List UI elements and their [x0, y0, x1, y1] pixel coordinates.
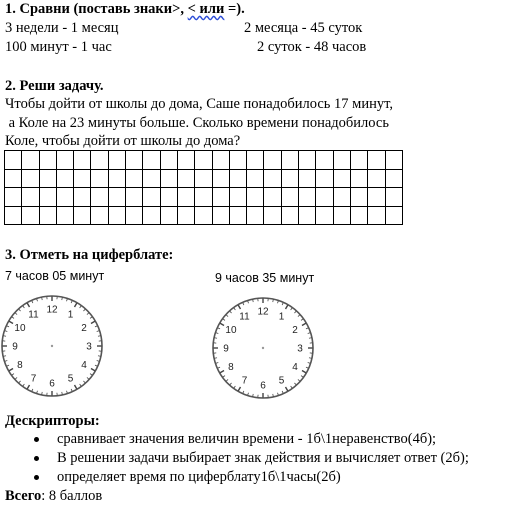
task1-heading-text: 1. Сравни (поставь знаки>, — [5, 1, 188, 17]
grid-cell[interactable] — [212, 151, 229, 170]
dial-tick — [273, 394, 274, 396]
dial-tick — [278, 393, 279, 395]
grid-cell[interactable] — [229, 188, 246, 207]
dial-tick — [216, 333, 218, 334]
grid-cell[interactable] — [143, 188, 160, 207]
grid-cell[interactable] — [39, 151, 56, 170]
dial-tick — [218, 328, 220, 329]
dial-tick — [308, 333, 310, 334]
dial-number: 5 — [67, 373, 74, 385]
grid-cell[interactable] — [212, 206, 229, 225]
dial-tick — [291, 386, 292, 388]
dial-tick — [90, 317, 92, 318]
grid-cell[interactable] — [316, 188, 333, 207]
dial-tick — [32, 301, 33, 303]
dial-tick — [302, 371, 306, 373]
dial-tick — [32, 389, 33, 391]
dial-number: 1 — [278, 311, 285, 323]
grid-cell[interactable] — [299, 206, 316, 225]
dial-number: 2 — [81, 323, 87, 334]
dial-tick — [220, 371, 224, 373]
grid-cell[interactable] — [368, 206, 385, 225]
dial-tick — [223, 319, 225, 320]
dial-tick — [298, 379, 300, 381]
dial-tick — [226, 315, 228, 317]
dial-tick — [42, 392, 43, 394]
dial-tick — [306, 367, 308, 368]
dial-tick — [75, 385, 77, 389]
dial-tick — [67, 299, 68, 301]
grid-cell[interactable] — [333, 206, 350, 225]
grid-cell[interactable] — [333, 151, 350, 170]
grid-row — [5, 188, 403, 207]
dial-number: 6 — [260, 380, 266, 392]
grid-cell[interactable] — [195, 169, 212, 188]
bullet-icon — [34, 475, 39, 480]
dial-tick — [238, 305, 240, 309]
dial-tick — [71, 301, 72, 303]
dial-tick — [234, 386, 235, 388]
grid-cell[interactable] — [385, 206, 402, 225]
grid-cell[interactable] — [56, 169, 73, 188]
dial-number: 7 — [30, 373, 37, 385]
dial-tick — [71, 389, 72, 391]
dial-tick — [97, 361, 99, 362]
dial-number: 3 — [297, 343, 303, 355]
dial-number: 12 — [46, 304, 58, 316]
grid-cell[interactable] — [160, 169, 177, 188]
dial-tick — [80, 384, 81, 386]
dial-tick — [12, 317, 14, 318]
grid-cell[interactable] — [350, 151, 367, 170]
grid-cell[interactable] — [368, 169, 385, 188]
dial-tick — [5, 361, 7, 362]
dial-tick — [90, 374, 92, 375]
grid-cell[interactable] — [368, 188, 385, 207]
grid-cell[interactable] — [56, 188, 73, 207]
grid-cell[interactable] — [74, 188, 91, 207]
dial-tick — [309, 338, 311, 339]
task2-line2: а Коле на 23 минуты больше. Сколько времени понадобилось — [5, 115, 389, 131]
grid-cell[interactable] — [368, 151, 385, 170]
dial-tick — [282, 391, 283, 393]
grid-cell[interactable] — [247, 169, 264, 188]
dial-tick — [273, 300, 274, 302]
grid-cell[interactable] — [177, 206, 194, 225]
dial-tick — [19, 381, 21, 383]
task2-heading: 2. Реши задачу. — [5, 78, 104, 94]
grid-cell[interactable] — [160, 188, 177, 207]
dial-tick — [9, 369, 13, 371]
total-line — [5, 488, 102, 505]
grid-cell[interactable] — [108, 206, 125, 225]
dial-number: 9 — [12, 341, 18, 353]
dial-tick — [286, 387, 288, 391]
dial-center-dot — [262, 347, 264, 349]
dial-tick — [309, 358, 311, 359]
dial-number: 4 — [81, 360, 87, 371]
dial-tick — [294, 311, 296, 313]
task1-heading-tail: =). — [224, 1, 245, 17]
dial-tick — [95, 365, 97, 366]
dial-tick — [306, 328, 308, 329]
dial-tick — [234, 308, 235, 310]
task1-row1-right: 2 месяца - 45 суток — [244, 20, 363, 36]
grid-cell[interactable] — [74, 169, 91, 188]
dial-tick — [23, 384, 24, 386]
dial-number: 3 — [86, 341, 92, 353]
dial-tick — [294, 383, 296, 385]
grid-cell[interactable] — [74, 206, 91, 225]
grid-cell[interactable] — [22, 206, 39, 225]
dial-number: 12 — [257, 306, 269, 318]
grid-cell[interactable] — [229, 151, 246, 170]
dial-tick — [67, 391, 68, 393]
grid-cell[interactable] — [281, 151, 298, 170]
task1-row2-left: 100 минут - 1 час — [5, 39, 112, 55]
descriptor-item-2: В решении задачи выбирает знак действия и вычисляет ответ (2б); — [57, 450, 469, 466]
dial-tick — [286, 305, 288, 309]
clock1-label: 7 часов 05 минут — [5, 269, 105, 283]
dial-tick — [97, 331, 99, 332]
descriptor-item-3: определяет время по циферблату1б\1часы(2б) — [57, 469, 341, 485]
grid-cell[interactable] — [195, 206, 212, 225]
dial-tick — [87, 377, 89, 379]
grid-cell[interactable] — [385, 169, 402, 188]
dial-tick — [253, 394, 254, 396]
dial-tick — [5, 331, 7, 332]
grid-cell[interactable] — [247, 188, 264, 207]
task1-row1-left: 3 недели - 1 месяц — [5, 20, 119, 36]
dial-tick — [15, 377, 17, 379]
dial-tick — [9, 321, 13, 323]
dial-tick — [218, 367, 220, 368]
total-label: Всего — [5, 488, 42, 504]
dial-tick — [27, 385, 29, 389]
grid-cell[interactable] — [56, 206, 73, 225]
answer-grid[interactable] — [4, 150, 403, 225]
clock2-label: 9 часов 35 минут — [215, 271, 315, 285]
grid-cell[interactable] — [5, 188, 22, 207]
dial-tick — [19, 309, 21, 311]
grid-cell[interactable] — [160, 206, 177, 225]
grid-cell[interactable] — [281, 169, 298, 188]
grid-cell[interactable] — [385, 188, 402, 207]
dial-tick — [298, 315, 300, 317]
dial-tick — [220, 323, 224, 325]
dial-number: 8 — [17, 360, 23, 371]
grid-cell[interactable] — [126, 188, 143, 207]
dial-tick — [12, 374, 14, 375]
dial-tick — [216, 363, 218, 364]
dial-tick — [253, 300, 254, 302]
grid-cell[interactable] — [264, 188, 281, 207]
dial-tick — [243, 391, 244, 393]
grid-cell[interactable] — [126, 206, 143, 225]
grid-cell[interactable] — [281, 188, 298, 207]
dial-tick — [75, 303, 77, 307]
grid-cell[interactable] — [333, 188, 350, 207]
grid-cell[interactable] — [177, 151, 194, 170]
grid-cell[interactable] — [212, 188, 229, 207]
task1-row2-right: 2 суток - 48 часов — [257, 39, 367, 55]
grid-cell[interactable] — [39, 188, 56, 207]
task1-heading-underlined: < или — [187, 1, 225, 17]
grid-cell[interactable] — [56, 151, 73, 170]
grid-cell[interactable] — [143, 169, 160, 188]
grid-cell[interactable] — [350, 206, 367, 225]
grid-cell[interactable] — [350, 188, 367, 207]
grid-cell[interactable] — [126, 151, 143, 170]
dial-tick — [230, 311, 232, 313]
grid-cell[interactable] — [177, 188, 194, 207]
dial-center-dot — [51, 345, 53, 347]
bullet-icon — [34, 437, 39, 442]
dial-tick — [27, 303, 29, 307]
grid-cell[interactable] — [5, 169, 22, 188]
descriptors-heading: Дескрипторы: — [5, 413, 100, 429]
grid-cell[interactable] — [264, 206, 281, 225]
grid-cell[interactable] — [177, 169, 194, 188]
grid-cell[interactable] — [22, 169, 39, 188]
dial-tick — [248, 301, 249, 303]
dial-number: 10 — [225, 325, 237, 336]
dial-tick — [42, 298, 43, 300]
grid-cell[interactable] — [91, 206, 108, 225]
dial-number: 5 — [278, 375, 285, 387]
dial-tick — [215, 338, 217, 339]
dial-number: 10 — [14, 323, 26, 334]
dial-tick — [83, 381, 85, 383]
dial-tick — [238, 387, 240, 391]
clock-face-2[interactable] — [203, 288, 323, 408]
grid-cell[interactable] — [385, 151, 402, 170]
grid-cell[interactable] — [108, 188, 125, 207]
grid-cell[interactable] — [316, 206, 333, 225]
dial-tick — [91, 321, 95, 323]
task1-heading — [5, 1, 245, 18]
grid-cell[interactable] — [5, 206, 22, 225]
grid-cell[interactable] — [160, 151, 177, 170]
dial-tick — [223, 376, 225, 377]
task3-heading: 3. Отметь на циферблате: — [5, 247, 174, 263]
dial-number: 7 — [241, 375, 248, 387]
dial-tick — [215, 358, 217, 359]
dial-number: 8 — [228, 362, 234, 373]
grid-cell[interactable] — [333, 169, 350, 188]
grid-cell[interactable] — [316, 151, 333, 170]
dial-tick — [95, 326, 97, 327]
dial-tick — [7, 326, 9, 327]
grid-cell[interactable] — [195, 188, 212, 207]
grid-cell[interactable] — [22, 151, 39, 170]
grid-cell[interactable] — [299, 151, 316, 170]
grid-cell[interactable] — [74, 151, 91, 170]
grid-cell[interactable] — [143, 151, 160, 170]
grid-cell[interactable] — [316, 169, 333, 188]
dial-tick — [230, 383, 232, 385]
grid-cell[interactable] — [91, 188, 108, 207]
grid-cell[interactable] — [281, 206, 298, 225]
dial-tick — [243, 303, 244, 305]
dial-tick — [278, 301, 279, 303]
dial-tick — [80, 306, 81, 308]
grid-cell[interactable] — [195, 151, 212, 170]
dial-number: 6 — [49, 378, 55, 390]
bullet-icon — [34, 456, 39, 461]
dial-number: 9 — [223, 343, 229, 355]
grid-cell[interactable] — [91, 169, 108, 188]
dial-tick — [37, 299, 38, 301]
grid-cell[interactable] — [91, 151, 108, 170]
dial-tick — [91, 369, 95, 371]
grid-cell[interactable] — [264, 151, 281, 170]
dial-tick — [98, 356, 100, 357]
dial-tick — [37, 391, 38, 393]
grid-cell[interactable] — [299, 188, 316, 207]
dial-tick — [98, 336, 100, 337]
grid-cell[interactable] — [247, 206, 264, 225]
grid-cell[interactable] — [212, 169, 229, 188]
dial-tick — [282, 303, 283, 305]
dial-number: 4 — [292, 362, 298, 373]
grid-cell[interactable] — [5, 151, 22, 170]
grid-cell[interactable] — [350, 169, 367, 188]
grid-cell[interactable] — [229, 169, 246, 188]
grid-cell[interactable] — [126, 169, 143, 188]
dial-tick — [7, 365, 9, 366]
dial-tick — [15, 313, 17, 315]
grid-cell[interactable] — [22, 188, 39, 207]
dial-tick — [4, 336, 6, 337]
dial-number: 11 — [239, 311, 250, 323]
grid-row — [5, 151, 403, 170]
dial-tick — [62, 392, 63, 394]
dial-tick — [62, 298, 63, 300]
grid-cell[interactable] — [39, 206, 56, 225]
grid-cell[interactable] — [39, 169, 56, 188]
total-value: : 8 баллов — [41, 488, 103, 504]
task2-line1: Чтобы дойти от школы до дома, Саше понадобилось 17 минут, — [5, 96, 393, 112]
dial-tick — [83, 309, 85, 311]
dial-tick — [87, 313, 89, 315]
grid-cell[interactable] — [108, 169, 125, 188]
dial-tick — [248, 393, 249, 395]
dial-tick — [4, 356, 6, 357]
dial-number: 2 — [292, 325, 298, 336]
dial-tick — [291, 308, 292, 310]
dial-tick — [226, 379, 228, 381]
descriptor-item-1: сравнивает значения величин времени - 1б\1неравенство(4б); — [57, 431, 437, 447]
dial-tick — [301, 376, 303, 377]
grid-cell[interactable] — [299, 169, 316, 188]
grid-cell[interactable] — [247, 151, 264, 170]
grid-row — [5, 206, 403, 225]
grid-cell[interactable] — [229, 206, 246, 225]
dial-number: 1 — [67, 309, 74, 321]
grid-cell[interactable] — [264, 169, 281, 188]
dial-number: 11 — [28, 309, 39, 321]
dial-tick — [23, 306, 24, 308]
task2-line3: Коле, чтобы дойти от школы до дома? — [5, 133, 241, 149]
clock-face-1[interactable] — [0, 286, 112, 406]
grid-cell[interactable] — [143, 206, 160, 225]
dial-tick — [302, 323, 306, 325]
grid-row — [5, 169, 403, 188]
dial-tick — [301, 319, 303, 320]
grid-cell[interactable] — [108, 151, 125, 170]
dial-tick — [308, 363, 310, 364]
